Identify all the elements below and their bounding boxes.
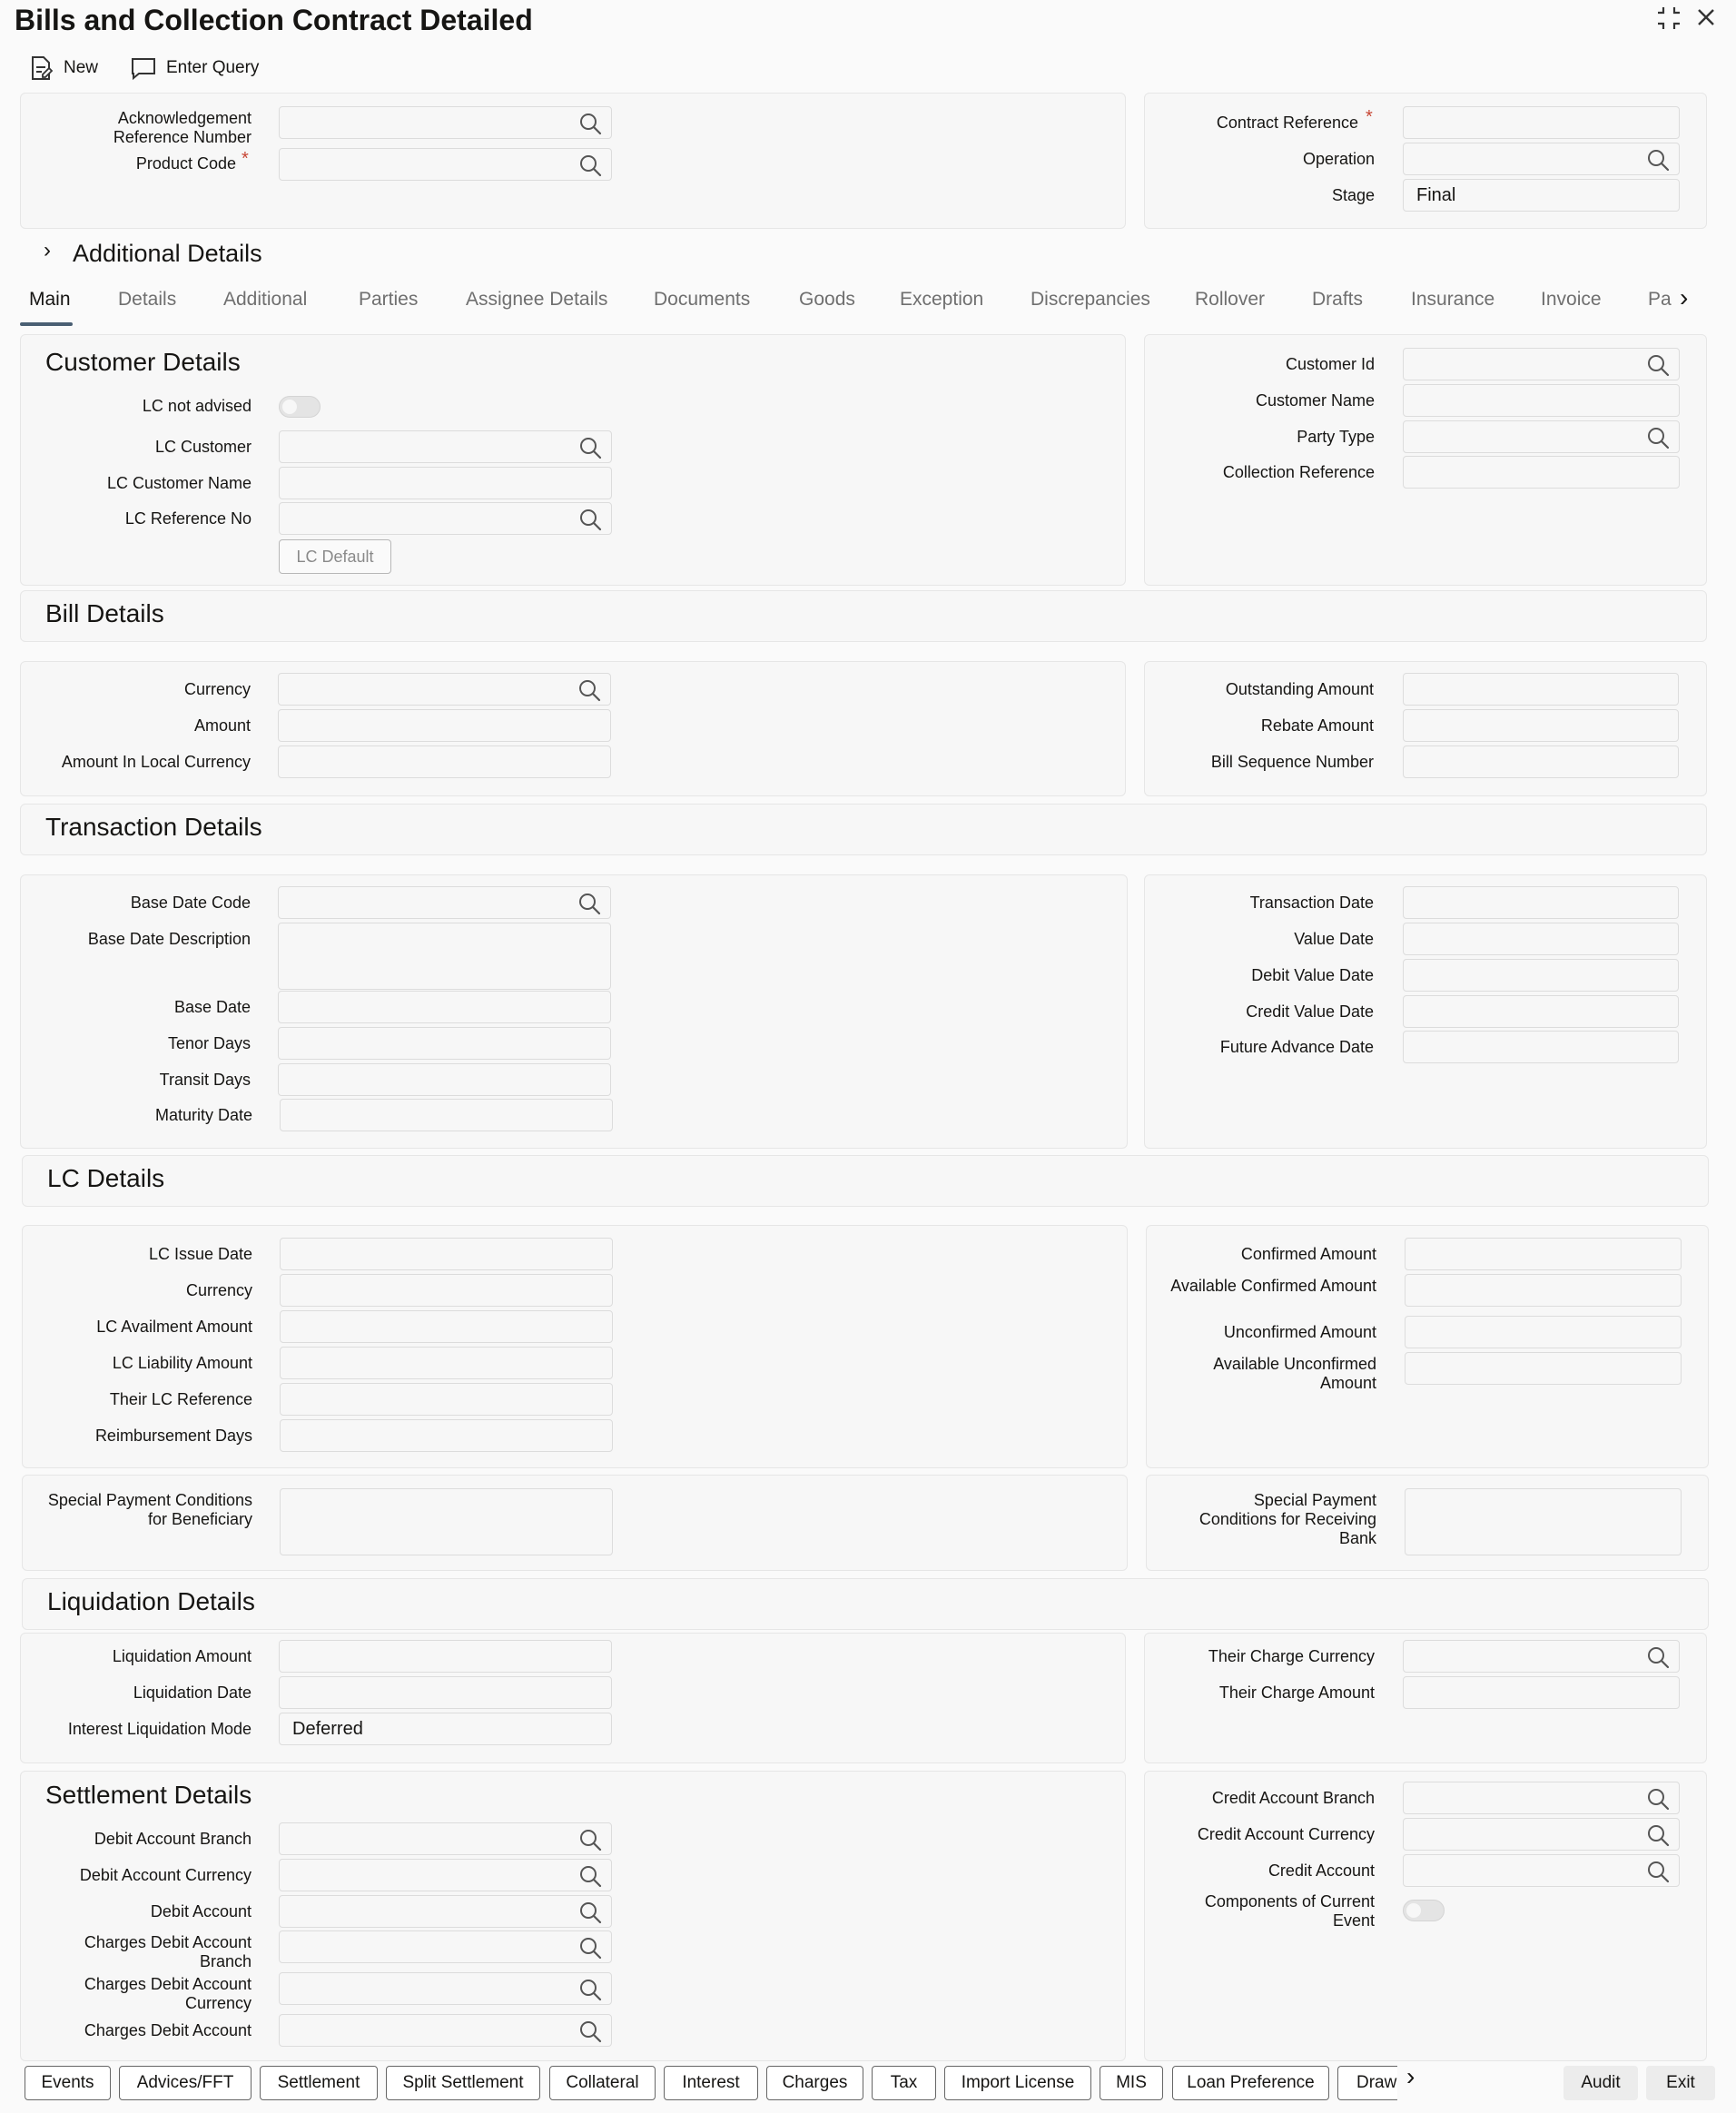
search-icon[interactable] [578, 153, 602, 177]
tab-parties[interactable]: Parties [359, 289, 419, 310]
lc-reference-no-input[interactable] [279, 502, 612, 535]
customer-name-input[interactable] [1403, 384, 1680, 417]
operation-input[interactable] [1403, 143, 1680, 175]
settlement-button[interactable]: Settlement [260, 2066, 378, 2100]
credit-account-branch-input[interactable] [1403, 1782, 1680, 1814]
value-date-input[interactable] [1403, 923, 1679, 955]
value-date-label: Value Date [1294, 930, 1374, 948]
settlement-details-title: Settlement Details [45, 1781, 252, 1809]
debit-account-label: Debit Account [150, 1902, 252, 1920]
mis-button[interactable]: MIS [1100, 2066, 1163, 2100]
customer-details-title: Customer Details [45, 348, 241, 376]
tax-button[interactable]: Tax [872, 2066, 936, 2100]
base-date-input[interactable] [278, 991, 611, 1023]
reimbursement-days-label: Reimbursement Days [94, 1427, 252, 1445]
collapse-icon[interactable] [1654, 4, 1683, 40]
rebate-amount-input[interactable] [1403, 709, 1679, 742]
chevron-right-icon[interactable]: › [44, 238, 51, 262]
components-current-event-label: Components of Current Event [1204, 1892, 1375, 1930]
charges-debit-account-currency-label: Charges Debit Account Currency [84, 1975, 252, 2012]
search-icon[interactable] [1646, 426, 1670, 449]
loan-preference-button[interactable]: Loan Preference [1172, 2066, 1329, 2100]
their-charge-amount-input[interactable] [1403, 1676, 1680, 1709]
unconfirmed-amount-label: Unconfirmed Amount [1223, 1323, 1376, 1341]
charges-debit-account-input[interactable] [279, 2014, 612, 2047]
amount-label: Amount [193, 716, 251, 735]
search-icon[interactable] [1646, 1645, 1670, 1669]
required-marker: * [1366, 107, 1373, 127]
their-charge-currency-input[interactable] [1403, 1640, 1680, 1673]
advices-fft-button[interactable]: Advices/FFT [119, 2066, 252, 2100]
liquidation-date-label: Liquidation Date [133, 1683, 252, 1702]
interest-liquidation-mode-label: Interest Liquidation Mode [67, 1720, 252, 1738]
tab-additional[interactable]: Additional [223, 289, 308, 310]
confirmed-amount-input[interactable] [1405, 1238, 1682, 1270]
transit-days-label: Transit Days [159, 1071, 251, 1089]
lc-details-title: LC Details [47, 1164, 165, 1192]
transaction-details-title: Transaction Details [45, 813, 262, 841]
stage-label: Stage [1331, 186, 1375, 204]
base-date-label: Base Date [173, 998, 251, 1016]
amount-local-input[interactable] [278, 745, 611, 778]
liquidation-amount-label: Liquidation Amount [112, 1647, 252, 1665]
stage-input[interactable]: Final [1403, 179, 1680, 212]
required-marker: * [242, 149, 249, 169]
their-lc-reference-input[interactable] [280, 1383, 613, 1416]
amount-input[interactable] [278, 709, 611, 742]
their-charge-currency-label: Their Charge Currency [1208, 1647, 1375, 1665]
charges-debit-account-label: Charges Debit Account [84, 2021, 252, 2039]
search-icon[interactable] [1646, 1860, 1670, 1883]
lc-customer-label: LC Customer [154, 438, 252, 456]
reimbursement-days-input[interactable] [280, 1419, 613, 1452]
party-type-label: Party Type [1297, 428, 1375, 446]
lc-default-button[interactable]: LC Default [279, 539, 391, 574]
tab-assignee-details[interactable]: Assignee Details [466, 289, 608, 310]
debit-account-branch-label: Debit Account Branch [94, 1830, 252, 1848]
interest-liquidation-mode-select[interactable]: Deferred [279, 1713, 612, 1745]
liquidation-details-header-panel [22, 1578, 1709, 1630]
their-lc-reference-label: Their LC Reference [109, 1390, 252, 1408]
transit-days-input[interactable] [278, 1063, 611, 1096]
confirmed-amount-label: Confirmed Amount [1240, 1245, 1376, 1263]
debit-value-date-input[interactable] [1403, 959, 1679, 992]
ack-ref-label: Acknowledgement Reference Number [113, 109, 252, 146]
lc-issue-date-label: LC Issue Date [148, 1245, 252, 1263]
outstanding-amount-input[interactable] [1403, 673, 1679, 706]
debit-account-currency-input[interactable] [279, 1859, 612, 1891]
available-unconfirmed-amount-input[interactable] [1405, 1352, 1682, 1385]
charges-button[interactable]: Charges [766, 2066, 863, 2100]
available-confirmed-amount-input[interactable] [1405, 1274, 1682, 1307]
credit-account-currency-input[interactable] [1403, 1818, 1680, 1851]
special-payment-beneficiary-label: Special Payment Conditions for Beneficiary [47, 1491, 252, 1528]
tab-exception[interactable]: Exception [900, 289, 984, 310]
search-icon[interactable] [578, 1828, 602, 1851]
bill-details-title: Bill Details [45, 599, 164, 627]
their-charge-amount-label: Their Charge Amount [1218, 1683, 1375, 1702]
lc-liability-amount-input[interactable] [280, 1347, 613, 1379]
rebate-amount-label: Rebate Amount [1260, 716, 1374, 735]
product-code-input[interactable] [279, 148, 612, 181]
credit-account-branch-label: Credit Account Branch [1211, 1789, 1375, 1807]
charges-debit-account-branch-label: Charges Debit Account Branch [84, 1933, 252, 1970]
liquidation-date-input[interactable] [279, 1676, 612, 1709]
enter-query-label: Enter Query [166, 58, 260, 77]
lc-customer-input[interactable] [279, 430, 612, 463]
ack-ref-input[interactable] [279, 106, 612, 139]
search-icon[interactable] [578, 1901, 602, 1924]
events-button[interactable]: Events [25, 2066, 111, 2100]
tab-scroll-right-icon[interactable]: › [1680, 283, 1689, 311]
lc-not-advised-toggle[interactable] [279, 396, 321, 418]
lc-currency-input[interactable] [280, 1274, 613, 1307]
unconfirmed-amount-input[interactable] [1405, 1316, 1682, 1348]
tab-partial[interactable]: Pa [1648, 289, 1672, 310]
operation-label: Operation [1302, 150, 1375, 168]
lc-customer-name-input[interactable] [279, 467, 612, 499]
page-title: Bills and Collection Contract Detailed [15, 4, 533, 36]
tenor-days-input[interactable] [278, 1027, 611, 1060]
product-code-label: Product Code [135, 154, 236, 173]
credit-account-currency-label: Credit Account Currency [1197, 1825, 1375, 1843]
search-icon[interactable] [577, 678, 601, 702]
lc-availment-amount-label: LC Availment Amount [96, 1318, 252, 1336]
lc-liability-amount-label: LC Liability Amount [112, 1354, 252, 1372]
outstanding-amount-label: Outstanding Amount [1225, 680, 1374, 698]
available-unconfirmed-amount-label: Available Unconfirmed Amount [1213, 1355, 1376, 1392]
maturity-date-input[interactable] [280, 1099, 613, 1131]
special-payment-beneficiary-textarea[interactable] [280, 1488, 613, 1555]
enter-query-button[interactable] [130, 53, 259, 84]
tab-documents[interactable]: Documents [654, 289, 751, 310]
maturity-date-label: Maturity Date [154, 1106, 252, 1124]
lc-availment-amount-input[interactable] [280, 1310, 613, 1343]
audit-button[interactable]: Audit [1563, 2066, 1638, 2100]
tab-details[interactable]: Details [118, 289, 177, 310]
base-date-description-textarea[interactable] [278, 923, 611, 990]
liquidation-amount-input[interactable] [279, 1640, 612, 1673]
additional-details-toggle[interactable]: Additional Details [73, 240, 262, 267]
footer-scroll-right-icon[interactable]: › [1406, 2062, 1415, 2090]
currency-input[interactable] [278, 673, 611, 706]
collection-reference-label: Collection Reference [1222, 463, 1375, 481]
lc-currency-label: Currency [185, 1281, 252, 1299]
base-date-code-input[interactable] [278, 886, 611, 919]
lc-reference-no-label: LC Reference No [124, 509, 252, 528]
lc-customer-name-label: LC Customer Name [106, 474, 252, 492]
search-icon[interactable] [578, 1936, 602, 1960]
comment-icon [130, 54, 157, 82]
tab-discrepancies[interactable]: Discrepancies [1031, 289, 1150, 310]
components-current-event-toggle[interactable] [1403, 1900, 1445, 1921]
future-advance-date-input[interactable] [1403, 1031, 1679, 1063]
tab-insurance[interactable]: Insurance [1411, 289, 1495, 310]
search-icon[interactable] [578, 1978, 602, 2001]
search-icon[interactable] [1646, 148, 1670, 172]
charges-debit-account-currency-input[interactable] [279, 1972, 612, 2005]
tab-main[interactable]: Main [29, 289, 71, 310]
close-icon[interactable] [1692, 4, 1720, 38]
new-label: New [64, 58, 99, 77]
debit-account-branch-input[interactable] [279, 1822, 612, 1855]
base-date-description-label: Base Date Description [87, 930, 251, 948]
contract-reference-input[interactable] [1403, 106, 1680, 139]
contract-reference-label: Contract Reference [1216, 114, 1358, 132]
customer-id-label: Customer Id [1285, 355, 1375, 373]
search-icon[interactable] [1646, 1823, 1670, 1847]
tab-drafts[interactable]: Drafts [1312, 289, 1364, 310]
interest-button[interactable]: Interest [664, 2066, 758, 2100]
party-type-input[interactable] [1403, 420, 1680, 453]
new-button[interactable] [27, 53, 98, 84]
collateral-button[interactable]: Collateral [549, 2066, 656, 2100]
customer-name-label: Customer Name [1255, 391, 1375, 410]
transaction-date-label: Transaction Date [1249, 894, 1374, 912]
lc-details-header-panel [22, 1155, 1709, 1207]
debit-account-input[interactable] [279, 1895, 612, 1928]
lc-not-advised-label: LC not advised [142, 397, 252, 415]
liquidation-details-title: Liquidation Details [47, 1587, 255, 1615]
search-icon[interactable] [1646, 353, 1670, 377]
split-settlement-button[interactable]: Split Settlement [386, 2066, 540, 2100]
credit-account-input[interactable] [1403, 1854, 1680, 1887]
credit-value-date-label: Credit Value Date [1246, 1002, 1374, 1021]
base-date-code-label: Base Date Code [130, 894, 251, 912]
tab-invoice[interactable]: Invoice [1541, 289, 1602, 310]
future-advance-date-label: Future Advance Date [1219, 1038, 1374, 1056]
amount-local-label: Amount In Local Currency [61, 753, 251, 771]
import-license-button[interactable]: Import License [944, 2066, 1091, 2100]
debit-account-currency-label: Debit Account Currency [79, 1866, 252, 1884]
search-icon[interactable] [578, 1864, 602, 1888]
exit-button[interactable]: Exit [1646, 2066, 1715, 2100]
transaction-details-header-panel [20, 804, 1707, 855]
available-confirmed-amount-label: Available Confirmed Amount [1170, 1277, 1376, 1295]
search-icon[interactable] [578, 2019, 602, 2043]
tab-rollover[interactable]: Rollover [1195, 289, 1266, 310]
debit-value-date-label: Debit Value Date [1251, 966, 1374, 984]
search-icon[interactable] [577, 892, 601, 915]
active-tab-indicator [20, 322, 73, 326]
charges-debit-account-branch-input[interactable] [279, 1930, 612, 1963]
tab-goods[interactable]: Goods [799, 289, 855, 310]
bill-sequence-label: Bill Sequence Number [1210, 753, 1374, 771]
search-icon[interactable] [578, 508, 602, 531]
credit-value-date-input[interactable] [1403, 995, 1679, 1028]
credit-account-label: Credit Account [1267, 1861, 1375, 1880]
bill-sequence-input[interactable] [1403, 745, 1679, 778]
search-icon[interactable] [578, 436, 602, 459]
customer-id-input[interactable] [1403, 348, 1680, 380]
special-payment-receiving-bank-label: Special Payment Conditions for Receiving Bank [1198, 1491, 1376, 1547]
search-icon[interactable] [578, 112, 602, 135]
currency-label: Currency [183, 680, 251, 698]
bill-details-header-panel [20, 590, 1707, 642]
collection-reference-input[interactable] [1403, 456, 1680, 489]
transaction-date-input[interactable] [1403, 886, 1679, 919]
tenor-days-label: Tenor Days [167, 1034, 251, 1052]
search-icon[interactable] [1646, 1787, 1670, 1811]
draw-button[interactable]: Draw [1337, 2066, 1397, 2100]
lc-issue-date-input[interactable] [280, 1238, 613, 1270]
new-document-icon [27, 54, 54, 82]
special-payment-receiving-bank-textarea[interactable] [1405, 1488, 1682, 1555]
